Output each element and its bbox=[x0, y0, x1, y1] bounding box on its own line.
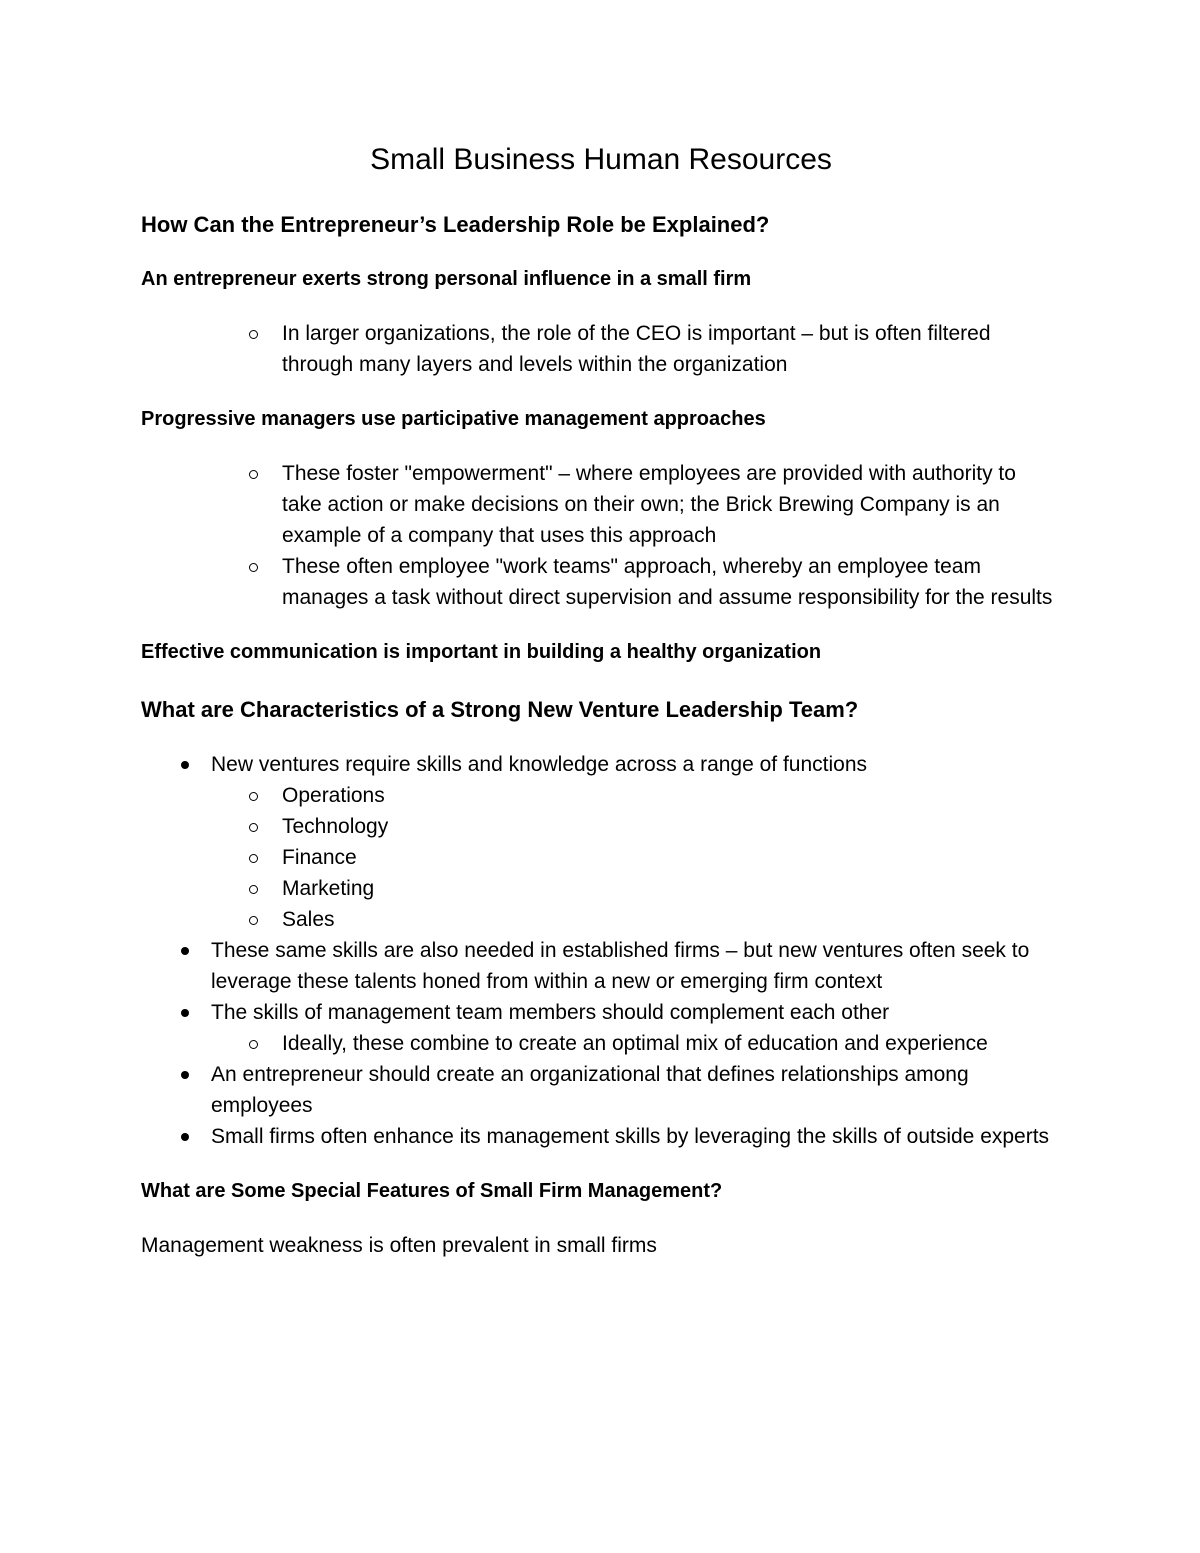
section-heading-special-features: What are Some Special Features of Small Firm Management? bbox=[141, 1180, 723, 1202]
list-item-text: The skills of management team members should complement each other bbox=[211, 1001, 890, 1024]
list-item: Sales bbox=[211, 904, 1061, 935]
list-personal-influence bbox=[141, 318, 1061, 380]
list-item-text: These same skills are also needed in established firms – but new ventures often seek to leverage these talents honed from within a new or emerging firm context bbox=[211, 939, 1030, 993]
paragraph-management-weakness: Management weakness is often prevalent in small firms bbox=[141, 1234, 657, 1257]
list-item-text: An entrepreneur should create an organizational that defines relationships among employees bbox=[211, 1063, 969, 1117]
list-item: These foster "empowerment" – where employees are provided with authority to take action or make decisions on their own; the Brick Brewing Company is an example of a company that uses this approach bbox=[141, 458, 1061, 551]
list-item: In larger organizations, the role of the CEO is important – but is often filtered through many layers and levels within the organization bbox=[141, 318, 1061, 380]
sublist-complement bbox=[211, 1028, 1061, 1059]
list-item: Marketing bbox=[211, 873, 1061, 904]
list-item bbox=[141, 1059, 1061, 1121]
list-item bbox=[141, 997, 1061, 1059]
subheading-personal-influence: An entrepreneur exerts strong personal influence in a small firm bbox=[141, 268, 752, 290]
section-heading-leadership-role: How Can the Entrepreneur’s Leadership Role be Explained? bbox=[141, 212, 770, 237]
list-item bbox=[141, 749, 1061, 935]
subheading-effective-communication: Effective communication is important in building a healthy organization bbox=[141, 641, 822, 663]
list-item bbox=[141, 935, 1061, 997]
list-item: Technology bbox=[211, 811, 1061, 842]
list-item: Operations bbox=[211, 780, 1061, 811]
list-leadership-team bbox=[141, 749, 1061, 1152]
list-item bbox=[141, 1121, 1061, 1152]
list-item-text: New ventures require skills and knowledge across a range of functions bbox=[211, 753, 868, 776]
list-item: These often employee "work teams" approach, whereby an employee team manages a task without direct supervision and assume responsibility for the results bbox=[141, 551, 1061, 613]
sublist-functions bbox=[211, 780, 1061, 935]
subheading-participative-management: Progressive managers use participative management approaches bbox=[141, 408, 766, 430]
list-item: Finance bbox=[211, 842, 1061, 873]
document-page bbox=[141, 136, 1061, 1261]
list-item: Ideally, these combine to create an optimal mix of education and experience bbox=[211, 1028, 1061, 1059]
list-item-text: Small firms often enhance its management skills by leveraging the skills of outside experts bbox=[211, 1125, 1050, 1148]
section-heading-leadership-team: What are Characteristics of a Strong New Venture Leadership Team? bbox=[141, 697, 859, 722]
document-title: Small Business Human Resources bbox=[370, 143, 832, 176]
list-participative-management bbox=[141, 458, 1061, 613]
